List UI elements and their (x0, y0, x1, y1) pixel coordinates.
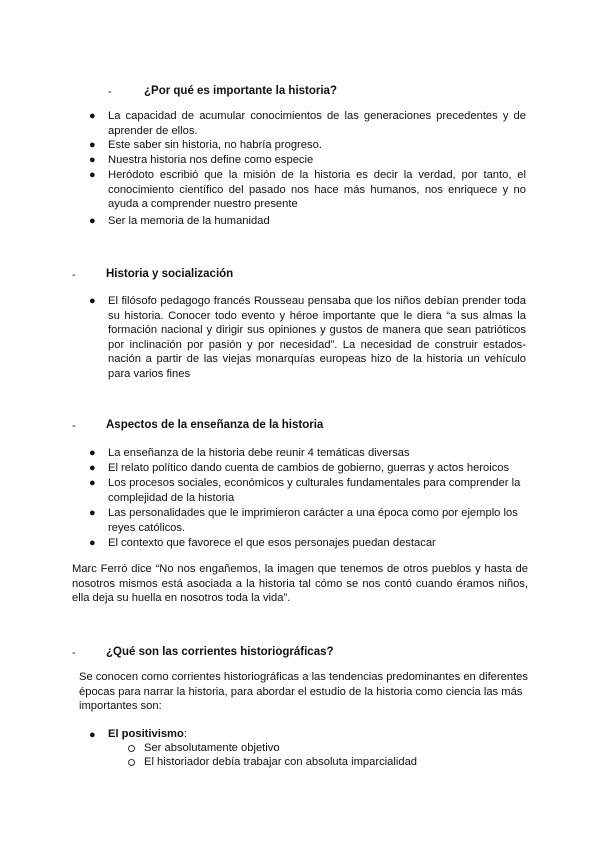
list-item: Ser la memoria de la humanidad (108, 215, 270, 227)
bullet-icon: ● (89, 447, 96, 459)
section1-heading: ¿Por qué es importante la historia? (144, 85, 337, 97)
hollow-bullet-icon (128, 745, 135, 752)
list-item: Las personalidades que le imprimieron carácter a una época como por ejemplo los reyes católicos. (108, 507, 518, 534)
section4-heading: ¿Qué son las corrientes historiográficas? (106, 646, 334, 658)
bullet-icon: ● (89, 537, 96, 549)
list-item: Heródoto escribió que la misión de la historia es decir la verdad, por tanto, el conocimiento científico del pasado nos hace más humanos, nos enriquece y no ayuda a comprender nuestro presente (108, 169, 526, 210)
quote-paragraph: Marc Ferró dice “No nos engañemos, la imagen que tenemos de otros pueblos y hasta de nosotros mismos está asociada a la historia tal cómo se nos contó cuando éramos niños, ella deja su huella en nosotros toda la vida”. (72, 563, 528, 604)
list-item: Este saber sin historia, no habría progreso. (108, 139, 322, 151)
bullet-icon: ● (89, 462, 96, 474)
bullet-icon: ● (89, 110, 96, 122)
bullet-icon: ● (89, 477, 96, 489)
section1-dash: - (108, 86, 112, 98)
positivismo-item (108, 727, 187, 742)
list-item: La enseñanza de la historia debe reunir 4 temáticas diversas (108, 447, 410, 459)
bullet-icon: ● (89, 295, 96, 307)
section2-heading: Historia y socialización (106, 268, 234, 280)
hollow-bullet-icon (128, 759, 135, 766)
section2-dash: - (72, 269, 76, 281)
list-item: La capacidad de acumular conocimientos de las generaciones precedentes y de aprender de ellos. (108, 110, 526, 137)
list-item: Nuestra historia nos define como especie (108, 154, 314, 166)
positivismo-colon: : (183, 728, 187, 740)
sub-list-item: El historiador debía trabajar con absoluta imparcialidad (144, 756, 418, 768)
positivismo-label: El positivismo (108, 728, 184, 740)
intro-paragraph: Se conocen como corrientes historiográficas a las tendencias predominantes en diferentes épocas para narrar la historia, para abordar el estudio de la historia como ciencia las más importantes son: (79, 671, 528, 712)
section4-dash: - (72, 647, 76, 659)
bullet-icon: ● (89, 729, 96, 741)
section3-heading: Aspectos de la enseñanza de la historia (106, 419, 324, 431)
sub-list-item: Ser absolutamente objetivo (144, 742, 280, 754)
bullet-icon: ● (89, 215, 96, 227)
list-item: El filósofo pedagogo francés Rousseau pensaba que los niños debían prender toda su historia. Conocer todo evento y héroe importante que le diera “a sus almas la formación nacional y dirigir sus opiniones y gustos de manera que sean patrióticos por inclinación por pasión y por necesidad”. La necesidad de construir estados-nación a partir de las viejas monarquías europeas hizo de la historia un vehículo para varios fines (108, 295, 526, 380)
bullet-icon: ● (89, 507, 96, 519)
bullet-icon: ● (89, 154, 96, 166)
list-item: El contexto que favorece el que esos personajes puedan destacar (108, 537, 436, 549)
bullet-icon: ● (89, 139, 96, 151)
bullet-icon: ● (89, 169, 96, 181)
list-item: Los procesos sociales, económicos y culturales fundamentales para comprender la complejidad de la historia (108, 477, 521, 504)
list-item: El relato político dando cuenta de cambios de gobierno, guerras y actos heroicos (108, 462, 510, 474)
section3-dash: - (72, 420, 76, 432)
